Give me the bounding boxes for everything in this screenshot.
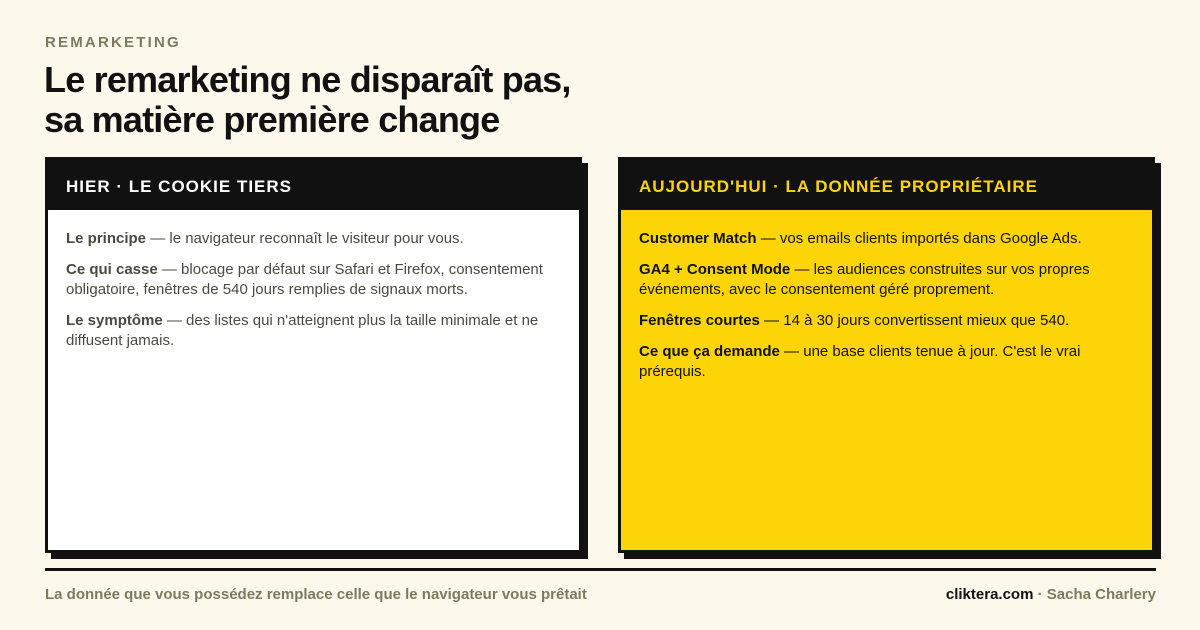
item-text: — vos emails clients importés dans Google Ads. [756,230,1082,247]
footer-credit [946,586,1156,603]
card-yesterday-header: HIER · LE COOKIE TIERS [48,160,579,210]
item-lead: Le principe [66,230,147,247]
card-today-body [621,210,1152,382]
card-yesterday-body [48,210,579,351]
list-item [66,229,561,249]
list-item [639,342,1134,382]
footer-tagline: La donnée que vous possédez remplace celle que le navigateur vous prêtait [45,586,587,603]
item-text: — le navigateur reconnaît le visiteur pour vous. [146,230,464,247]
item-text: — 14 à 30 jours convertissent mieux que 540. [759,312,1070,329]
brand-link[interactable]: cliktera.com [945,586,1034,603]
list-item [639,229,1134,249]
list-item [66,260,561,300]
card-yesterday [45,157,582,553]
footer-divider [45,568,1156,571]
list-item [639,311,1134,331]
author-name: Sacha Charlery [1046,586,1156,603]
footer-separator: · [1033,586,1047,603]
item-lead: Le symptôme [66,312,163,329]
item-lead: GA4 + Consent Mode [639,261,791,278]
item-text: — les audiences construites sur vos propres événements, avec le consentement géré proprement. [639,261,1090,298]
list-item [639,260,1134,300]
item-lead: Ce qui casse [66,261,158,278]
title-line-1: Le remarketing ne disparaît pas, [44,59,571,100]
title-line-2: sa matière première change [44,99,500,140]
item-text: — une base clients tenue à jour. C'est le vrai prérequis. [639,343,1081,380]
page-title [44,60,804,140]
item-text: — des listes qui n'atteignent plus la taille minimale et ne diffusent jamais. [66,312,539,349]
item-lead: Ce que ça demande [639,343,780,360]
item-text: — blocage par défaut sur Safari et Firefox, consentement obligatoire, fenêtres de 540 jours remplies de signaux morts. [66,261,543,298]
list-item [66,311,561,351]
item-lead: Fenêtres courtes [639,312,760,329]
card-today-header: AUJOURD'HUI · LA DONNÉE PROPRIÉTAIRE [621,160,1152,210]
card-today [618,157,1155,553]
eyebrow-label: REMARKETING [45,34,181,51]
item-lead: Customer Match [639,230,757,247]
